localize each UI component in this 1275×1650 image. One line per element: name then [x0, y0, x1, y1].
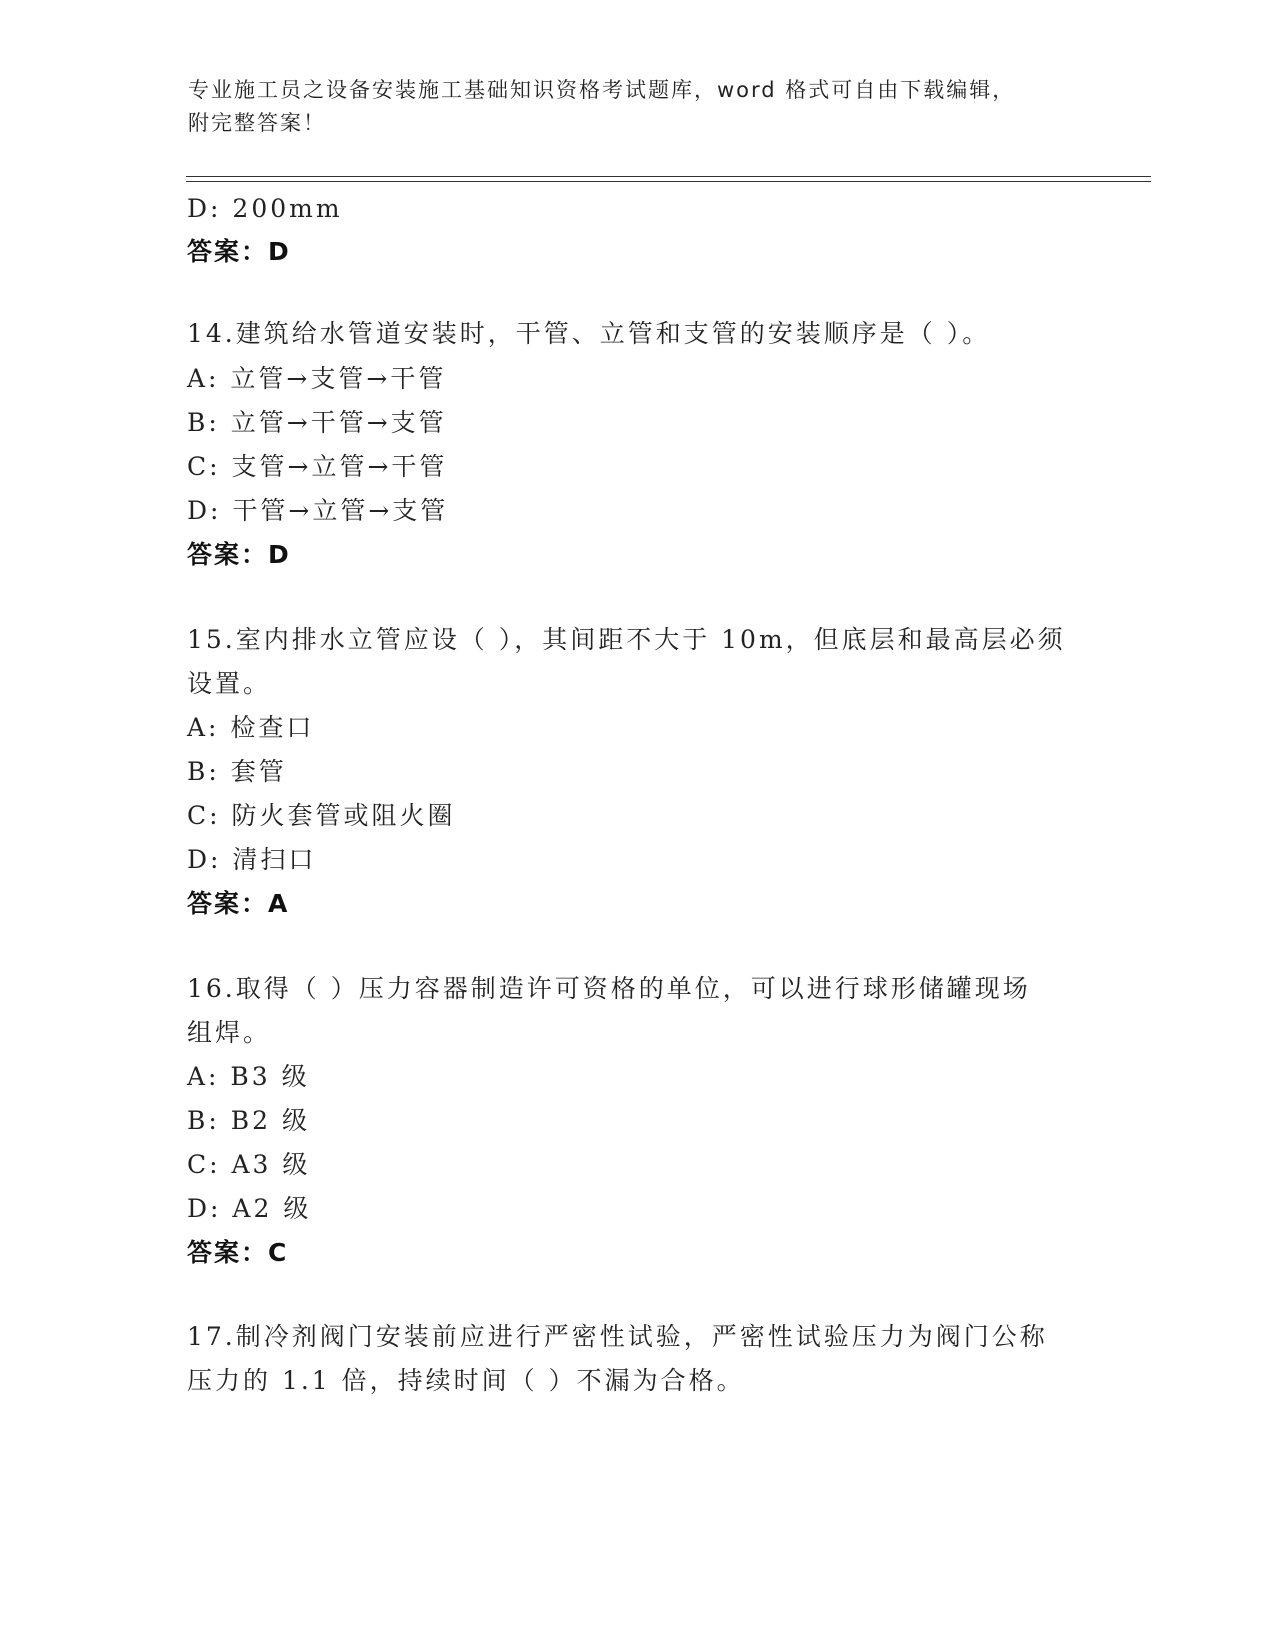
- header-rule-bottom: [186, 181, 1151, 182]
- q16-stem-line-1: 16.取得（ ）压力容器制造许可资格的单位，可以进行球形储罐现场: [187, 974, 1031, 1003]
- q14-stem: 14.建筑给水管道安装时，干管、立管和支管的安装顺序是（ ）。: [187, 319, 991, 348]
- header-line-1: 专业施工员之设备安装施工基础知识资格考试题库，word 格式可自由下载编辑，: [188, 78, 1016, 102]
- q14-option-d: D: 干管→立管→支管: [187, 496, 449, 525]
- q16-option-c: C: A3 级: [187, 1150, 311, 1179]
- header-rule-top: [186, 176, 1151, 177]
- q14-answer: 答案：D: [187, 540, 291, 569]
- q16-option-d: D: A2 级: [187, 1194, 312, 1223]
- q14-option-a: A: 立管→支管→干管: [187, 364, 447, 393]
- q15-stem-line-1: 15.室内排水立管应设（ ），其间距不大于 10m，但底层和最高层必须: [187, 625, 1066, 654]
- q15-option-c: C: 防火套管或阻火圈: [187, 801, 456, 830]
- q15-option-d: D: 清扫口: [187, 845, 317, 874]
- q16-option-b: B: B2 级: [187, 1106, 310, 1135]
- q15-answer: 答案：A: [187, 889, 290, 918]
- q15-option-b: B: 套管: [187, 757, 287, 786]
- q15-option-a: A: 检查口: [187, 713, 315, 742]
- q16-option-a: A: B3 级: [187, 1062, 310, 1091]
- q16-stem-line-2: 组焊。: [187, 1018, 272, 1047]
- q17-stem-line-1: 17.制冷剂阀门安装前应进行严密性试验，严密性试验压力为阀门公称: [187, 1322, 1048, 1351]
- q16-answer: 答案：C: [187, 1238, 289, 1267]
- q14-option-b: B: 立管→干管→支管: [187, 408, 447, 437]
- prev-answer: 答案：D: [187, 237, 291, 266]
- q17-stem-line-2: 压力的 1.1 倍，持续时间（ ）不漏为合格。: [187, 1366, 745, 1395]
- prev-option-d: D: 200mm: [187, 194, 343, 223]
- q14-option-c: C: 支管→立管→干管: [187, 452, 448, 481]
- q15-stem-line-2: 设置。: [187, 669, 272, 698]
- header-line-2: 附完整答案！: [188, 111, 326, 135]
- document-header: [188, 74, 1068, 140]
